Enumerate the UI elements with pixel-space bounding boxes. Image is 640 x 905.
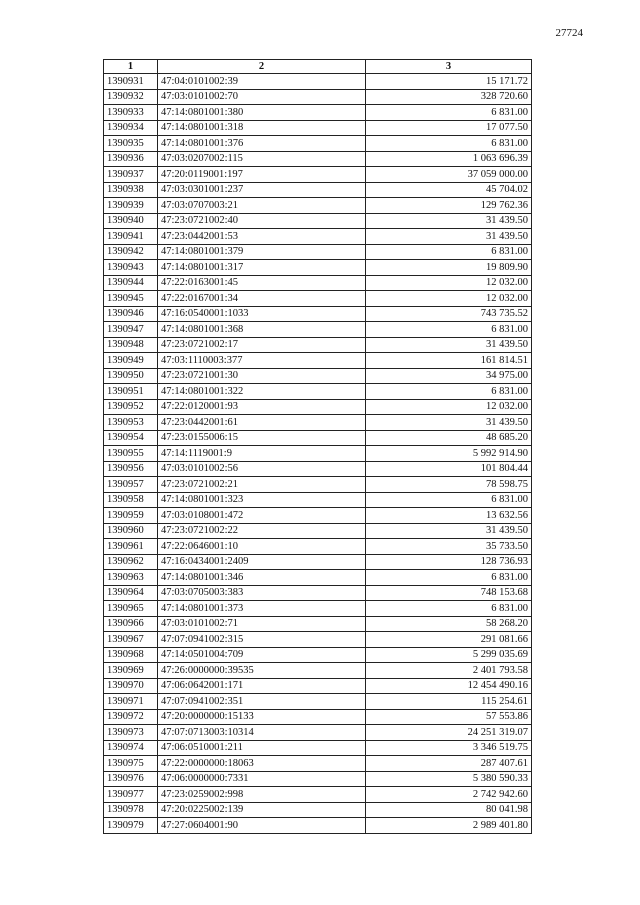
value-cell: 37 059 000.00 [366, 167, 532, 183]
table-row [104, 802, 532, 818]
value-cell: 12 032.00 [366, 275, 532, 291]
row-id-cell: 1390975 [104, 756, 158, 772]
row-id-cell: 1390957 [104, 477, 158, 493]
table-row [104, 554, 532, 570]
cadastral-number-cell: 47:14:0801001:368 [158, 322, 366, 338]
row-id-cell: 1390968 [104, 647, 158, 663]
value-cell: 17 077.50 [366, 120, 532, 136]
cadastral-number-cell: 47:16:0540001:1033 [158, 306, 366, 322]
row-id-cell: 1390938 [104, 182, 158, 198]
value-cell: 101 804.44 [366, 461, 532, 477]
cadastral-number-cell: 47:07:0713003:10314 [158, 725, 366, 741]
table-row [104, 306, 532, 322]
row-id-cell: 1390937 [104, 167, 158, 183]
table-row [104, 663, 532, 679]
table-body [104, 74, 532, 834]
cadastral-number-cell: 47:22:0163001:45 [158, 275, 366, 291]
cadastral-number-cell: 47:14:0801001:346 [158, 570, 366, 586]
cadastral-number-cell: 47:03:1110003:377 [158, 353, 366, 369]
table-row [104, 632, 532, 648]
value-cell: 13 632.56 [366, 508, 532, 524]
row-id-cell: 1390934 [104, 120, 158, 136]
row-id-cell: 1390963 [104, 570, 158, 586]
cadastral-number-cell: 47:20:0000000:15133 [158, 709, 366, 725]
table-row [104, 477, 532, 493]
table-row [104, 399, 532, 415]
table-row [104, 89, 532, 105]
value-cell: 12 454 490.16 [366, 678, 532, 694]
row-id-cell: 1390971 [104, 694, 158, 710]
table-row [104, 508, 532, 524]
cadastral-number-cell: 47:14:0801001:322 [158, 384, 366, 400]
cadastral-number-cell: 47:03:0705003:383 [158, 585, 366, 601]
row-id-cell: 1390936 [104, 151, 158, 167]
table-row [104, 725, 532, 741]
cadastral-number-cell: 47:03:0301001:237 [158, 182, 366, 198]
value-cell: 6 831.00 [366, 105, 532, 121]
cadastral-number-cell: 47:14:0801001:323 [158, 492, 366, 508]
row-id-cell: 1390951 [104, 384, 158, 400]
cadastral-number-cell: 47:26:0000000:39535 [158, 663, 366, 679]
row-id-cell: 1390976 [104, 771, 158, 787]
cadastral-number-cell: 47:20:0225002:139 [158, 802, 366, 818]
table-row [104, 275, 532, 291]
value-cell: 128 736.93 [366, 554, 532, 570]
value-cell: 80 041.98 [366, 802, 532, 818]
table-row [104, 260, 532, 276]
row-id-cell: 1390946 [104, 306, 158, 322]
value-cell: 287 407.61 [366, 756, 532, 772]
value-cell: 19 809.90 [366, 260, 532, 276]
value-cell: 129 762.36 [366, 198, 532, 214]
row-id-cell: 1390940 [104, 213, 158, 229]
cadastral-number-cell: 47:14:0801001:317 [158, 260, 366, 276]
table-row [104, 384, 532, 400]
cadastral-number-cell: 47:20:0119001:197 [158, 167, 366, 183]
row-id-cell: 1390939 [104, 198, 158, 214]
value-cell: 3 346 519.75 [366, 740, 532, 756]
column-header-3: 3 [366, 60, 532, 74]
cadastral-number-cell: 47:14:1119001:9 [158, 446, 366, 462]
table-row [104, 523, 532, 539]
value-cell: 6 831.00 [366, 136, 532, 152]
cadastral-number-cell: 47:23:0442001:53 [158, 229, 366, 245]
value-cell: 45 704.02 [366, 182, 532, 198]
row-id-cell: 1390965 [104, 601, 158, 617]
cadastral-number-cell: 47:07:0941002:315 [158, 632, 366, 648]
value-cell: 35 733.50 [366, 539, 532, 555]
row-id-cell: 1390973 [104, 725, 158, 741]
cadastral-number-cell: 47:03:0207002:115 [158, 151, 366, 167]
row-id-cell: 1390966 [104, 616, 158, 632]
row-id-cell: 1390972 [104, 709, 158, 725]
value-cell: 6 831.00 [366, 322, 532, 338]
cadastral-number-cell: 47:14:0801001:379 [158, 244, 366, 260]
value-cell: 115 254.61 [366, 694, 532, 710]
row-id-cell: 1390953 [104, 415, 158, 431]
table-row [104, 337, 532, 353]
row-id-cell: 1390950 [104, 368, 158, 384]
value-cell: 24 251 319.07 [366, 725, 532, 741]
cadastral-number-cell: 47:22:0167001:34 [158, 291, 366, 307]
row-id-cell: 1390944 [104, 275, 158, 291]
value-cell: 291 081.66 [366, 632, 532, 648]
table-row [104, 492, 532, 508]
value-cell: 57 553.86 [366, 709, 532, 725]
value-cell: 31 439.50 [366, 337, 532, 353]
row-id-cell: 1390952 [104, 399, 158, 415]
cadastral-number-cell: 47:23:0155006:15 [158, 430, 366, 446]
value-cell: 15 171.72 [366, 74, 532, 90]
value-cell: 12 032.00 [366, 399, 532, 415]
cadastral-number-cell: 47:23:0721001:30 [158, 368, 366, 384]
table-row [104, 678, 532, 694]
cadastral-number-cell: 47:14:0801001:373 [158, 601, 366, 617]
value-cell: 2 401 793.58 [366, 663, 532, 679]
table-row [104, 74, 532, 90]
header-row [104, 60, 532, 74]
cadastral-number-cell: 47:14:0501004:709 [158, 647, 366, 663]
data-table [103, 59, 532, 834]
cadastral-number-cell: 47:07:0941002:351 [158, 694, 366, 710]
cadastral-number-cell: 47:23:0259002:998 [158, 787, 366, 803]
table-row [104, 461, 532, 477]
table-row [104, 616, 532, 632]
row-id-cell: 1390977 [104, 787, 158, 803]
cadastral-number-cell: 47:27:0604001:90 [158, 818, 366, 834]
table-row [104, 229, 532, 245]
table-row [104, 353, 532, 369]
value-cell: 1 063 696.39 [366, 151, 532, 167]
cadastral-number-cell: 47:14:0801001:380 [158, 105, 366, 121]
row-id-cell: 1390967 [104, 632, 158, 648]
cadastral-number-cell: 47:23:0721002:21 [158, 477, 366, 493]
cadastral-number-cell: 47:03:0101002:56 [158, 461, 366, 477]
cadastral-number-cell: 47:23:0721002:40 [158, 213, 366, 229]
value-cell: 34 975.00 [366, 368, 532, 384]
row-id-cell: 1390948 [104, 337, 158, 353]
table-row [104, 771, 532, 787]
table-row [104, 601, 532, 617]
value-cell: 6 831.00 [366, 601, 532, 617]
table-row [104, 570, 532, 586]
table-row [104, 151, 532, 167]
table-row [104, 368, 532, 384]
table-row [104, 167, 532, 183]
table-row [104, 322, 532, 338]
value-cell: 5 299 035.69 [366, 647, 532, 663]
value-cell: 6 831.00 [366, 492, 532, 508]
value-cell: 6 831.00 [366, 244, 532, 260]
table-row [104, 120, 532, 136]
value-cell: 5 992 914.90 [366, 446, 532, 462]
row-id-cell: 1390961 [104, 539, 158, 555]
table-row [104, 740, 532, 756]
cadastral-number-cell: 47:04:0101002:39 [158, 74, 366, 90]
row-id-cell: 1390956 [104, 461, 158, 477]
table-row [104, 198, 532, 214]
table-row [104, 105, 532, 121]
row-id-cell: 1390962 [104, 554, 158, 570]
cadastral-number-cell: 47:03:0108001:472 [158, 508, 366, 524]
value-cell: 2 989 401.80 [366, 818, 532, 834]
table-row [104, 244, 532, 260]
table-row [104, 539, 532, 555]
cadastral-number-cell: 47:14:0801001:318 [158, 120, 366, 136]
cadastral-number-cell: 47:23:0442001:61 [158, 415, 366, 431]
row-id-cell: 1390959 [104, 508, 158, 524]
table-row [104, 709, 532, 725]
table-row [104, 585, 532, 601]
value-cell: 161 814.51 [366, 353, 532, 369]
table-row [104, 818, 532, 834]
table-row [104, 430, 532, 446]
value-cell: 58 268.20 [366, 616, 532, 632]
table-header [104, 60, 532, 74]
cadastral-number-cell: 47:23:0721002:22 [158, 523, 366, 539]
cadastral-number-cell: 47:22:0120001:93 [158, 399, 366, 415]
table-row [104, 756, 532, 772]
row-id-cell: 1390933 [104, 105, 158, 121]
row-id-cell: 1390942 [104, 244, 158, 260]
table-row [104, 647, 532, 663]
value-cell: 31 439.50 [366, 229, 532, 245]
value-cell: 5 380 590.33 [366, 771, 532, 787]
row-id-cell: 1390949 [104, 353, 158, 369]
column-header-1: 1 [104, 60, 158, 74]
table-row [104, 213, 532, 229]
row-id-cell: 1390979 [104, 818, 158, 834]
table-row [104, 182, 532, 198]
row-id-cell: 1390932 [104, 89, 158, 105]
cadastral-number-cell: 47:06:0642001:171 [158, 678, 366, 694]
table-row [104, 787, 532, 803]
cadastral-number-cell: 47:03:0101002:71 [158, 616, 366, 632]
row-id-cell: 1390943 [104, 260, 158, 276]
row-id-cell: 1390955 [104, 446, 158, 462]
row-id-cell: 1390960 [104, 523, 158, 539]
row-id-cell: 1390941 [104, 229, 158, 245]
table-row [104, 136, 532, 152]
row-id-cell: 1390945 [104, 291, 158, 307]
cadastral-number-cell: 47:03:0707003:21 [158, 198, 366, 214]
value-cell: 743 735.52 [366, 306, 532, 322]
value-cell: 48 685.20 [366, 430, 532, 446]
cadastral-number-cell: 47:14:0801001:376 [158, 136, 366, 152]
value-cell: 6 831.00 [366, 570, 532, 586]
row-id-cell: 1390954 [104, 430, 158, 446]
value-cell: 748 153.68 [366, 585, 532, 601]
cadastral-number-cell: 47:06:0510001:211 [158, 740, 366, 756]
row-id-cell: 1390947 [104, 322, 158, 338]
cadastral-number-cell: 47:03:0101002:70 [158, 89, 366, 105]
row-id-cell: 1390958 [104, 492, 158, 508]
value-cell: 78 598.75 [366, 477, 532, 493]
cadastral-number-cell: 47:23:0721002:17 [158, 337, 366, 353]
value-cell: 2 742 942.60 [366, 787, 532, 803]
cadastral-number-cell: 47:22:0646001:10 [158, 539, 366, 555]
row-id-cell: 1390931 [104, 74, 158, 90]
table-row [104, 291, 532, 307]
value-cell: 12 032.00 [366, 291, 532, 307]
table-row [104, 415, 532, 431]
value-cell: 328 720.60 [366, 89, 532, 105]
cadastral-number-cell: 47:06:0000000:7331 [158, 771, 366, 787]
row-id-cell: 1390935 [104, 136, 158, 152]
table-row [104, 446, 532, 462]
page-number: 27724 [555, 27, 583, 39]
row-id-cell: 1390969 [104, 663, 158, 679]
column-header-2: 2 [158, 60, 366, 74]
row-id-cell: 1390974 [104, 740, 158, 756]
value-cell: 31 439.50 [366, 415, 532, 431]
row-id-cell: 1390978 [104, 802, 158, 818]
cadastral-number-cell: 47:16:0434001:2409 [158, 554, 366, 570]
cadastral-number-cell: 47:22:0000000:18063 [158, 756, 366, 772]
row-id-cell: 1390964 [104, 585, 158, 601]
value-cell: 6 831.00 [366, 384, 532, 400]
value-cell: 31 439.50 [366, 213, 532, 229]
table-row [104, 694, 532, 710]
value-cell: 31 439.50 [366, 523, 532, 539]
row-id-cell: 1390970 [104, 678, 158, 694]
